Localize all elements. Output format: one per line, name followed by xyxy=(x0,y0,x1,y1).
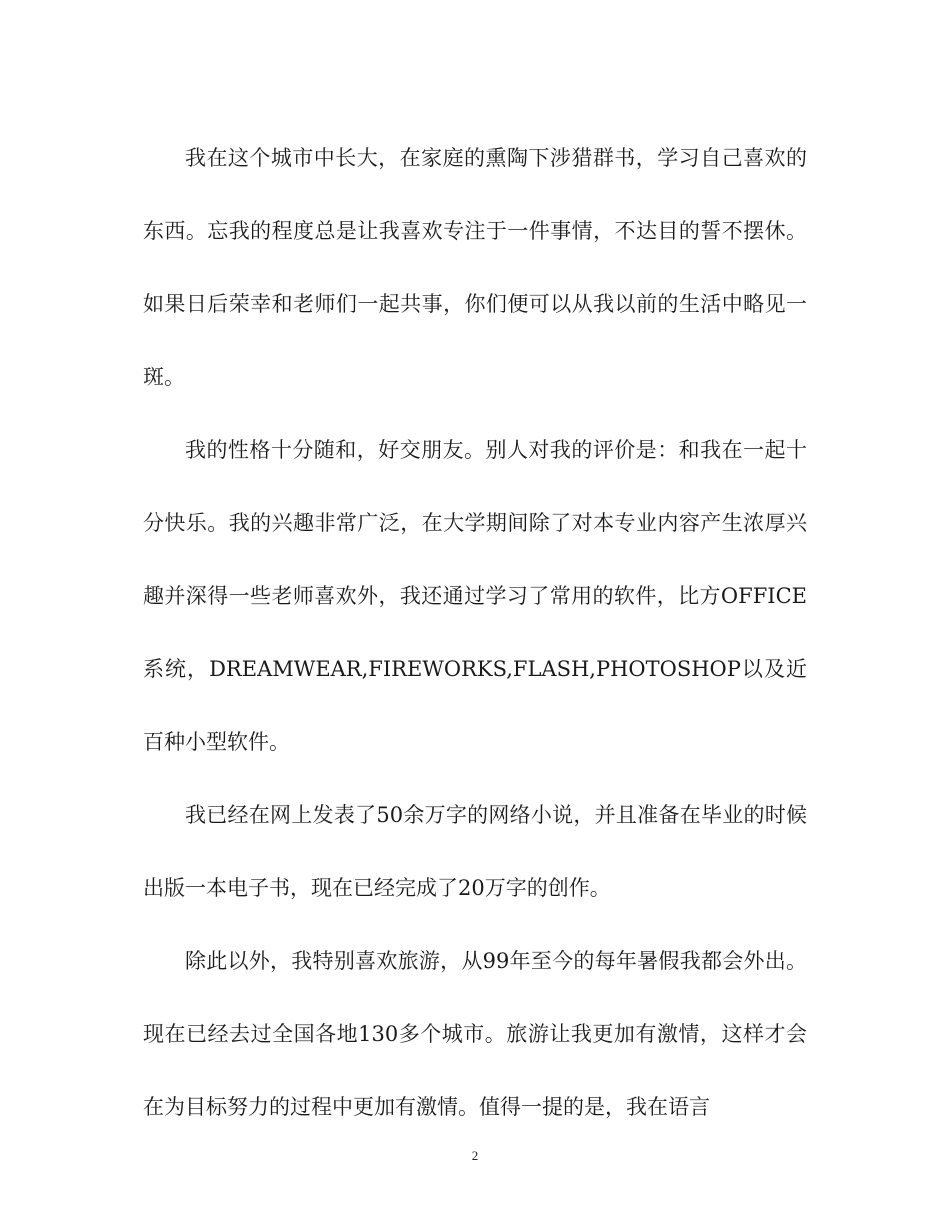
paragraph-travel: 除此以外，我特别喜欢旅游，从99年至今的每年暑假我都会外出。现在已经去过全国各地130多个城市。旅游让我更加有激情，这样才会在为目标努力的过程中更加有激情。值得一提的是，我在语言 xyxy=(143,949,807,1119)
paragraph-hometown: 我在这个城市中长大，在家庭的熏陶下涉猎群书，学习自己喜欢的东西。忘我的程度总是让我喜欢专注于一件事情，不达目的誓不摆休。如果日后荣幸和老师们一起共事，你们便可以从我以前的生活中略见一斑。 xyxy=(143,146,807,389)
document-body xyxy=(143,122,807,1144)
paragraph-personality: 我的性格十分随和，好交朋友。别人对我的评价是：和我在一起十分快乐。我的兴趣非常广泛，在大学期间除了对本专业内容产生浓厚兴趣并深得一些老师喜欢外，我还通过学习了常用的软件，比方OFFICE系统，DREAMWEAR,FIREWORKS,FLASH,PHOTOSHOP以及近百种小型软件。 xyxy=(143,438,807,754)
page-number: 2 xyxy=(471,1148,479,1163)
paragraph-novel: 我已经在网上发表了50余万字的网络小说，并且准备在毕业的时候出版一本电子书，现在已经完成了20万字的创作。 xyxy=(143,803,807,900)
